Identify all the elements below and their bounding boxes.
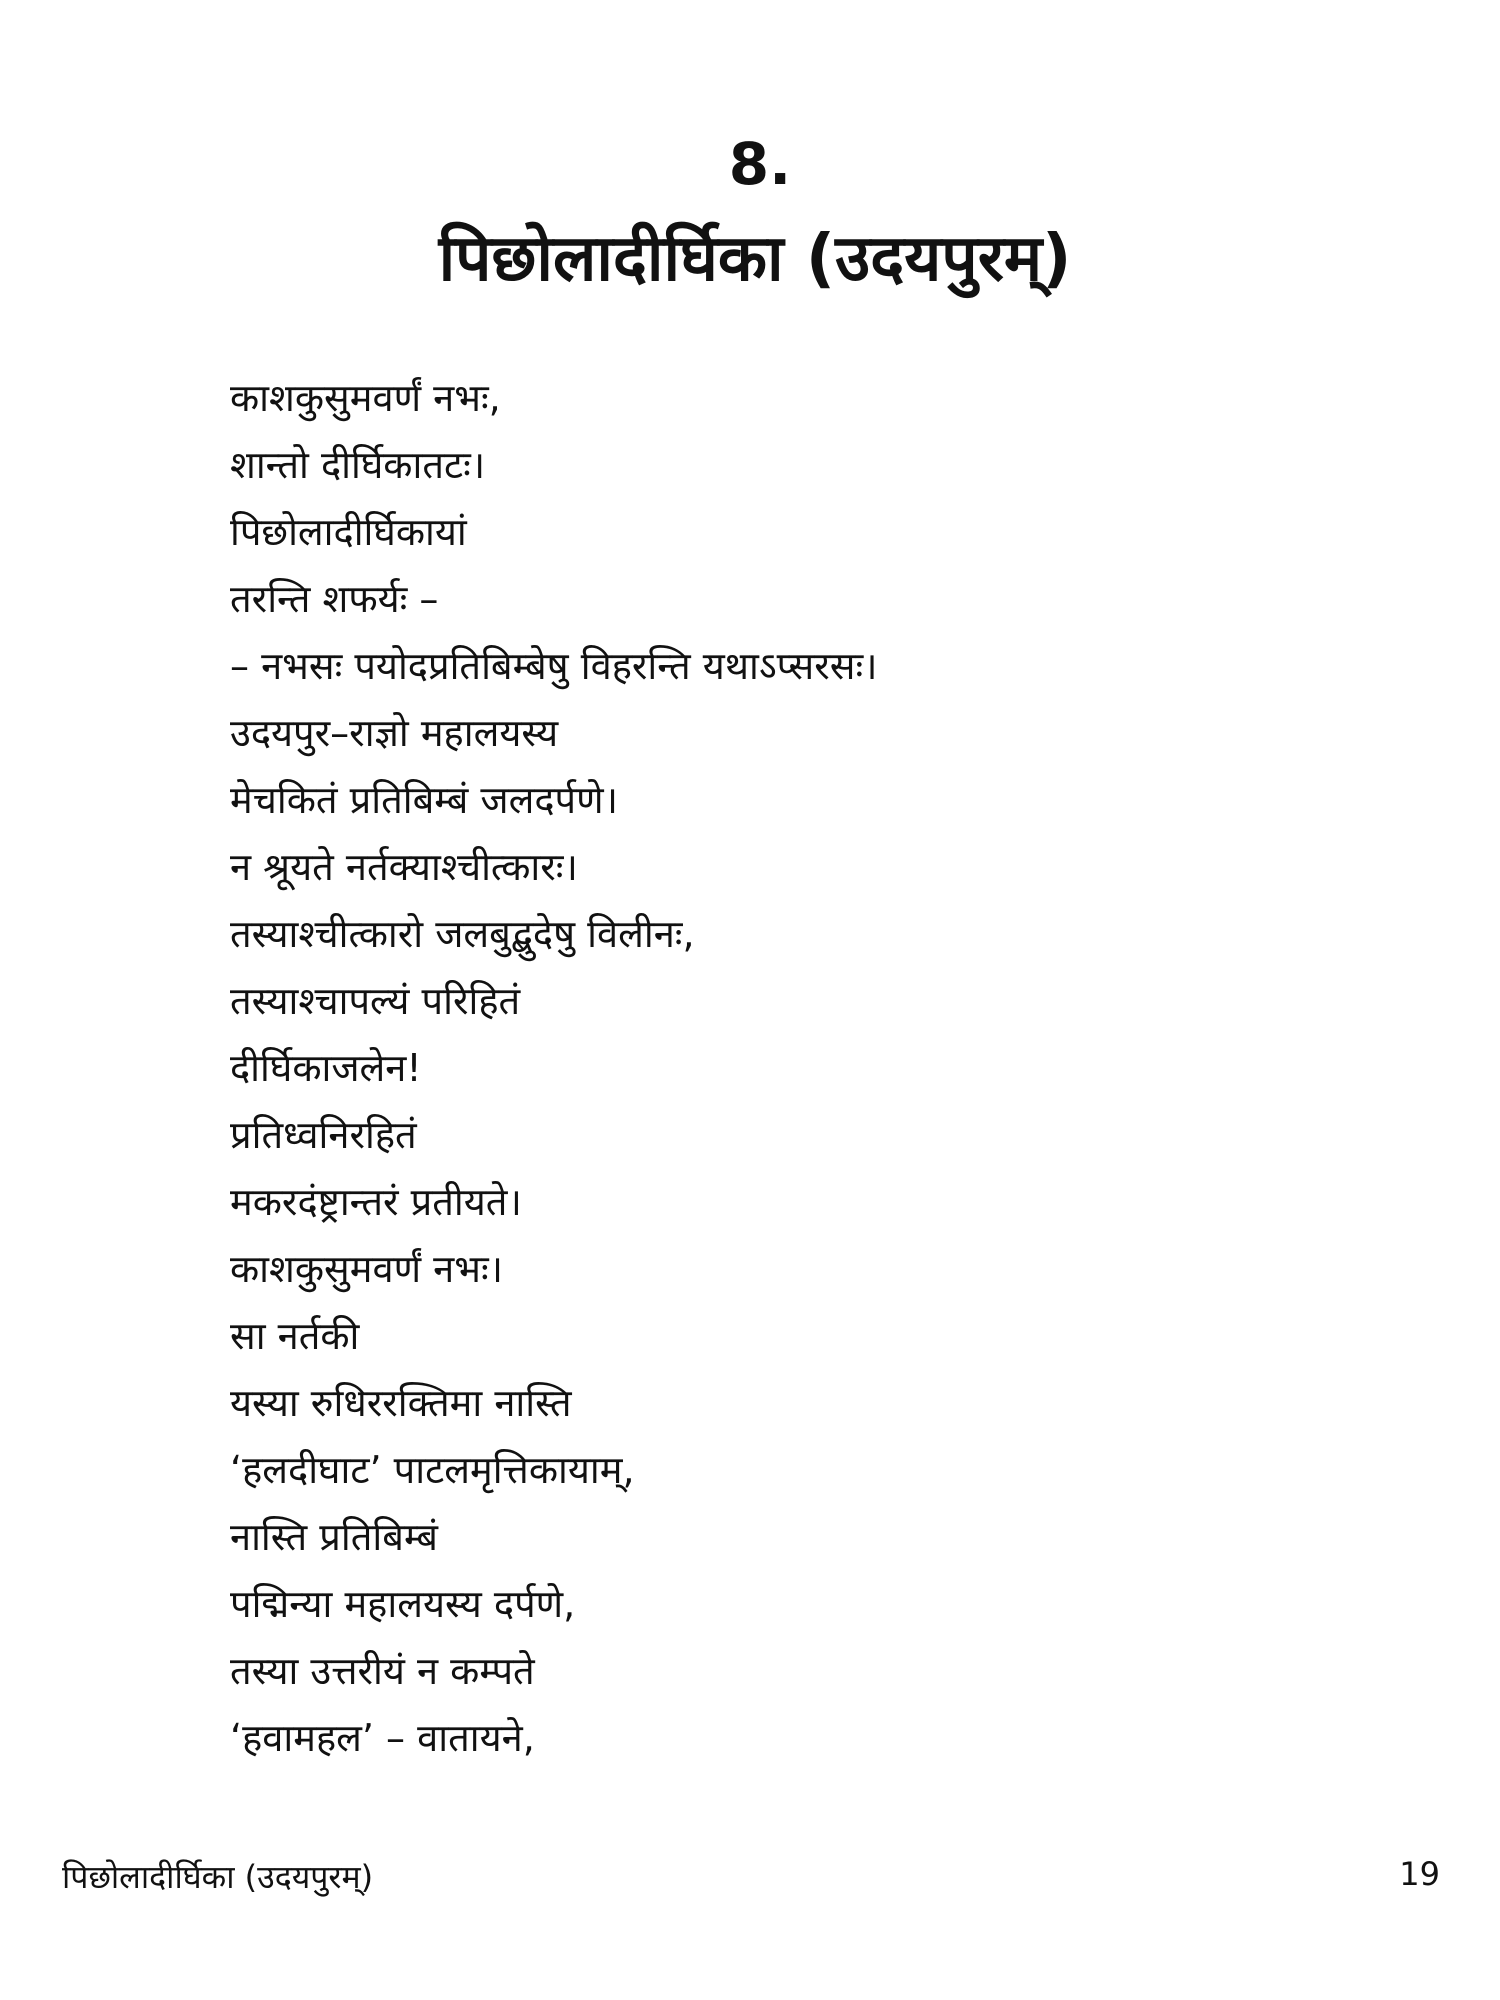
poem-line: दीर्घिकाजलेन!: [230, 1046, 422, 1090]
poem-line: तरन्ति शफर्यः –: [230, 577, 439, 621]
poem-line: काशकुसुमवर्णं नभः,: [230, 376, 501, 420]
poem-line: शान्तो दीर्घिकातटः।: [230, 443, 486, 487]
poem-line: तस्या उत्तरीयं न कम्पते: [230, 1649, 535, 1693]
poem-line: – नभसः पयोदप्रतिबिम्बेषु विहरन्ति यथाऽप्सरसः।: [230, 644, 878, 688]
page-number: 19: [1399, 1855, 1440, 1893]
poem-line: मेचकितं प्रतिबिम्बं जलदर्पणे।: [230, 778, 619, 822]
poem-line: ‘हवामहल’ – वातायने,: [230, 1716, 535, 1760]
poem-line: प्रतिध्वनिरहितं: [230, 1113, 417, 1157]
poem-line: तस्याश्चीत्कारो जलबुद्बुदेषु विलीनः,: [230, 912, 695, 956]
poem-line: यस्या रुधिररक्तिमा नास्ति: [230, 1381, 572, 1425]
poem-line: न श्रूयते नर्तक्याश्चीत्कारः।: [230, 845, 578, 889]
poem-line: मकरदंष्ट्रान्तरं प्रतीयते।: [230, 1180, 522, 1224]
poem-line: उदयपुर–राज्ञो महालयस्य: [230, 711, 559, 755]
poem-body: [230, 365, 1430, 1772]
poem-line: काशकुसुमवर्णं नभः।: [230, 1247, 504, 1291]
chapter-number: 8.: [728, 130, 792, 198]
poem-line: ‘हलदीघाट’ पाटलमृत्तिकायाम्,: [230, 1448, 635, 1492]
chapter-title: पिछोलादीर्घिका (उदयपुरम्): [438, 222, 1072, 296]
poem-line: पिछोलादीर्घिकायां: [230, 510, 467, 554]
poem-line: नास्ति प्रतिबिम्बं: [230, 1515, 439, 1559]
poem-line: पद्मिन्या महालयस्य दर्पणे,: [230, 1582, 576, 1626]
poem-line: तस्याश्चापल्यं परिहितं: [230, 979, 521, 1023]
poem-line: सा नर्तकी: [230, 1314, 360, 1358]
running-footer-title: पिछोलादीर्घिका (उदयपुरम्): [62, 1858, 374, 1896]
